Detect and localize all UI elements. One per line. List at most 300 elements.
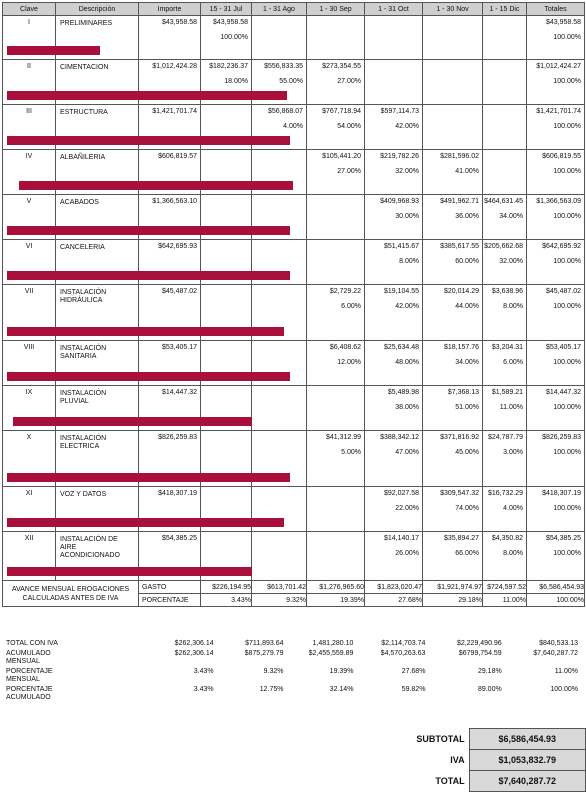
month-cell: [365, 195, 423, 240]
col-header-descripcion: Descripción: [56, 3, 139, 16]
descripcion-line: VOZ Y DATOS: [60, 491, 107, 498]
summary-value: 32.14%: [329, 686, 354, 693]
month-amount: [252, 431, 306, 447]
table-row: [3, 532, 585, 581]
summary-value: $7,640,287.72: [533, 650, 578, 657]
summary-value: 29.18%: [477, 668, 502, 675]
gantt-bar: [7, 271, 290, 280]
pct-cell: 19.39%: [307, 594, 365, 607]
clave-cell: [3, 341, 56, 386]
total-percent: 100.00%: [553, 34, 581, 41]
gasto-cell: $613,701.42: [252, 581, 307, 594]
month-cell: [423, 431, 483, 487]
month-cell: [483, 285, 527, 341]
gasto-cell: $1,276,965.60: [307, 581, 365, 594]
month-percent: [201, 503, 251, 515]
month-amount: $205,662.68: [484, 243, 523, 250]
importe-value: $43,958.58: [161, 19, 197, 26]
month-cell: [307, 240, 365, 285]
month-amount: $14,140.17: [383, 535, 419, 542]
month-amount: [201, 341, 251, 357]
total-amount: $14,447.32: [545, 389, 581, 396]
gantt-bar: [7, 372, 290, 381]
month-percent: [201, 211, 251, 223]
summary-value: $2,455,559.89: [308, 650, 354, 657]
summary-label-line: MENSUAL: [6, 676, 40, 683]
month-percent: [252, 256, 306, 268]
month-percent: 4.00%: [283, 123, 303, 130]
month-cell: [483, 105, 527, 150]
totals-label: IVA: [450, 755, 465, 765]
month-percent: 74.00%: [455, 505, 479, 512]
table-row: [3, 195, 585, 240]
month-amount: [201, 240, 251, 256]
table-row: [3, 105, 585, 150]
month-cell: [365, 386, 423, 431]
total-amount: $45,487.02: [545, 288, 581, 295]
importe-value: $54,385.25: [161, 535, 197, 542]
month-percent: 47.00%: [395, 449, 419, 456]
month-cell: [252, 386, 307, 431]
summary-value: $262,306.14: [174, 640, 214, 647]
pct-total: 100.00%: [527, 594, 585, 607]
summary-table: [6, 640, 578, 704]
summary-value: 11.00%: [554, 668, 578, 675]
gasto-cell: $1,823,020.47: [365, 581, 423, 594]
summary-value: $711,893.64: [245, 640, 284, 647]
month-amount: $5,489.98: [387, 389, 419, 396]
summary-row: [6, 668, 578, 686]
summary-value: 100.00%: [550, 686, 578, 693]
month-percent: [483, 76, 526, 88]
col-header-oct: 1 - 31 Oct: [365, 3, 423, 16]
summary-label-line: TOTAL CON IVA: [6, 640, 58, 647]
month-amount: $51,415.67: [383, 243, 419, 250]
month-percent: 100.00%: [220, 34, 248, 41]
summary-label: [6, 686, 112, 704]
summary-row: [6, 686, 578, 704]
descripcion-line: ELECTRICA: [60, 443, 100, 450]
month-amount: [307, 487, 364, 503]
col-header-nov: 1 - 30 Nov: [423, 3, 483, 16]
month-percent: 66.00%: [455, 550, 479, 557]
month-percent: 11.00%: [499, 404, 523, 411]
month-amount: [201, 150, 251, 166]
table-row: [3, 386, 585, 431]
summary-value: $875,279.79: [244, 650, 284, 657]
total-percent: 100.00%: [553, 404, 581, 411]
month-percent: [201, 121, 251, 133]
month-amount: $409,968.93: [380, 198, 419, 205]
month-cell: [423, 105, 483, 150]
month-cell: [483, 431, 527, 487]
descripcion-line: INSTALACIÓN: [60, 435, 107, 442]
month-cell: [365, 487, 423, 532]
month-percent: [252, 402, 306, 414]
month-amount: [201, 285, 251, 301]
importe-cell: [139, 16, 201, 60]
month-amount: [307, 240, 364, 256]
month-percent: 44.00%: [455, 303, 479, 310]
totales-cell: [527, 105, 585, 150]
month-cell: [307, 532, 365, 581]
month-amount: [307, 532, 364, 548]
total-amount: $54,385.25: [545, 535, 581, 542]
month-percent: [307, 402, 364, 414]
month-amount: [307, 16, 364, 32]
month-amount: $3,638.96: [491, 288, 523, 295]
importe-value: $45,487.02: [161, 288, 197, 295]
month-percent: 22.00%: [395, 505, 419, 512]
summary-label-line: PORCENTAJE: [6, 668, 53, 675]
month-cell: [423, 341, 483, 386]
summary-value: $2,114,703.74: [381, 640, 426, 647]
col-header-sep: 1 - 30 Sep: [307, 3, 365, 16]
month-percent: [201, 256, 251, 268]
month-percent: [423, 76, 482, 88]
month-cell: [365, 105, 423, 150]
month-percent: 27.00%: [337, 78, 361, 85]
gantt-bar: [7, 226, 290, 235]
month-amount: $767,718.94: [322, 108, 361, 115]
col-header-importe: Importe: [139, 3, 201, 16]
month-percent: 6.00%: [341, 303, 361, 310]
month-amount: $371,816.92: [440, 434, 479, 441]
month-percent: 41.00%: [455, 168, 479, 175]
month-percent: [252, 301, 306, 313]
month-percent: 8.00%: [399, 258, 419, 265]
month-amount: $19,104.55: [383, 288, 419, 295]
total-percent: 100.00%: [553, 213, 581, 220]
month-percent: [307, 32, 364, 44]
gantt-bar: [7, 91, 287, 100]
month-cell: [365, 431, 423, 487]
summary-label-line: ACUMULADO: [6, 694, 51, 701]
month-amount: [307, 195, 364, 211]
descripcion-line: SANITARIA: [60, 353, 97, 360]
gasto-cell: $724,597.52: [483, 581, 527, 594]
schedule-table: [2, 2, 585, 607]
summary-value: 9.32%: [263, 668, 284, 675]
month-cell: [423, 386, 483, 431]
month-percent: [365, 76, 422, 88]
month-amount: $16,732.29: [487, 490, 523, 497]
totals-row: [377, 750, 586, 771]
month-amount: [483, 105, 526, 121]
month-percent: [423, 121, 482, 133]
month-cell: [423, 195, 483, 240]
month-percent: [307, 211, 364, 223]
summary-label-line: MENSUAL: [6, 658, 40, 665]
clave-text: XI: [25, 490, 33, 497]
header-row: [3, 3, 585, 16]
table-row: [3, 487, 585, 532]
month-amount: $24,787.79: [487, 434, 523, 441]
col-header-dic: 1 - 15 Dic: [483, 3, 527, 16]
month-amount: [201, 195, 251, 211]
month-percent: [307, 548, 364, 560]
month-percent: [252, 447, 306, 459]
gantt-bar: [7, 473, 290, 482]
clave-cell: [3, 487, 56, 532]
totales-cell: [527, 285, 585, 341]
month-cell: [483, 16, 527, 60]
clave-text: XII: [24, 535, 34, 542]
month-amount: $3,204.31: [491, 344, 523, 351]
month-cell: [365, 16, 423, 60]
month-amount: $388,342.12: [380, 434, 419, 441]
month-amount: [423, 105, 482, 121]
month-percent: 55.00%: [279, 78, 303, 85]
month-percent: 32.00%: [499, 258, 523, 265]
summary-value: $262,306.14: [174, 650, 214, 657]
month-amount: [423, 16, 482, 32]
totals-label: TOTAL: [435, 776, 465, 786]
month-amount: $556,833.35: [264, 63, 303, 70]
month-cell: [307, 195, 365, 240]
month-amount: $20,014.29: [443, 288, 479, 295]
month-amount: [252, 487, 306, 503]
clave-text: IX: [25, 389, 33, 396]
month-percent: 48.00%: [395, 359, 419, 366]
month-amount: [201, 105, 251, 121]
month-amount: [365, 16, 422, 32]
month-percent: 4.00%: [503, 505, 523, 512]
clave-text: V: [26, 198, 32, 205]
footer-label: AVANCE MENSUAL EROGACIONES CALCULADAS ANTES DE IVA: [3, 581, 139, 607]
pct-cell: 11.00%: [483, 594, 527, 607]
gantt-bar: [19, 181, 293, 190]
total-percent: 100.00%: [553, 258, 581, 265]
month-cell: [423, 240, 483, 285]
month-amount: [252, 240, 306, 256]
clave-cell: [3, 386, 56, 431]
month-cell: [483, 532, 527, 581]
month-amount: $92,027.58: [383, 490, 419, 497]
month-percent: [201, 447, 251, 459]
month-amount: [252, 386, 306, 402]
totales-cell: [527, 240, 585, 285]
totals-label: SUBTOTAL: [416, 734, 465, 744]
table-row: [3, 285, 585, 341]
month-cell: [483, 386, 527, 431]
totals-row: [377, 771, 586, 792]
month-percent: 34.00%: [499, 213, 523, 220]
importe-value: $1,012,424.28: [152, 63, 197, 70]
month-percent: [307, 256, 364, 268]
total-percent: 100.00%: [553, 550, 581, 557]
gantt-bar: [7, 567, 252, 576]
clave-cell: [3, 285, 56, 341]
total-percent: 100.00%: [553, 78, 581, 85]
month-percent: 42.00%: [395, 303, 419, 310]
month-percent: [365, 32, 422, 44]
month-cell: [423, 150, 483, 195]
month-cell: [423, 487, 483, 532]
month-percent: [201, 301, 251, 313]
descripcion-line: HIDRÁULICA: [60, 297, 103, 304]
month-amount: [252, 532, 306, 548]
gantt-bar: [7, 136, 290, 145]
month-cell: [483, 240, 527, 285]
table-row: [3, 431, 585, 487]
clave-cell: [3, 532, 56, 581]
month-amount: $491,962.71: [440, 198, 479, 205]
clave-text: II: [27, 63, 31, 70]
clave-cell: [3, 240, 56, 285]
total-percent: 100.00%: [553, 359, 581, 366]
summary-value: $6799,754.59: [458, 650, 502, 657]
month-amount: [252, 195, 306, 211]
month-cell: [365, 532, 423, 581]
month-amount: [483, 150, 526, 166]
importe-value: $418,307.19: [158, 490, 197, 497]
month-percent: [201, 548, 251, 560]
summary-label: [6, 640, 112, 650]
month-cell: [307, 105, 365, 150]
month-cell: [307, 386, 365, 431]
month-cell: [252, 16, 307, 60]
clave-cell: [3, 431, 56, 487]
totals-value: $6,586,454.93: [469, 729, 585, 750]
summary-value: $2,229,490.96: [456, 640, 502, 647]
month-percent: [252, 211, 306, 223]
importe-value: $14,447.32: [161, 389, 197, 396]
month-amount: $105,441.20: [322, 153, 361, 160]
importe-value: $1,421,701.74: [152, 108, 197, 115]
summary-label: [6, 650, 112, 668]
month-amount: $25,634.48: [383, 344, 419, 351]
month-percent: 8.00%: [503, 550, 523, 557]
gantt-bar: [7, 518, 284, 527]
month-amount: [201, 532, 251, 548]
month-amount: [252, 341, 306, 357]
month-percent: 60.00%: [455, 258, 479, 265]
gantt-bar: [7, 327, 284, 336]
month-percent: 18.00%: [224, 78, 248, 85]
clave-text: I: [28, 19, 30, 26]
totals-table: [377, 728, 586, 792]
month-cell: [307, 431, 365, 487]
month-cell: [365, 341, 423, 386]
month-percent: 42.00%: [395, 123, 419, 130]
month-amount: $281,596.02: [440, 153, 479, 160]
month-cell: [307, 16, 365, 60]
summary-value: 3.43%: [193, 668, 214, 675]
clave-text: IV: [25, 153, 33, 160]
month-percent: [252, 32, 306, 44]
month-percent: 5.00%: [341, 449, 361, 456]
month-amount: [252, 16, 306, 32]
descripcion-line: CANCELERIA: [60, 244, 105, 251]
gantt-bar: [7, 46, 100, 55]
clave-cell: [3, 150, 56, 195]
summary-value: 89.00%: [477, 686, 502, 693]
importe-value: $53,405.17: [161, 344, 197, 351]
month-cell: [423, 532, 483, 581]
month-amount: $35,894.27: [443, 535, 479, 542]
col-header-jul: 15 - 31 Jul: [201, 3, 252, 16]
month-percent: 32.00%: [395, 168, 419, 175]
month-cell: [307, 150, 365, 195]
month-cell: [307, 60, 365, 105]
month-amount: $41,312.99: [325, 434, 361, 441]
summary-value: 27.68%: [401, 668, 426, 675]
total-percent: 100.00%: [553, 123, 581, 130]
total-percent: 100.00%: [553, 505, 581, 512]
descripcion-line: INSTALACIÓN: [60, 289, 107, 296]
month-percent: 26.00%: [395, 550, 419, 557]
month-amount: [252, 150, 306, 166]
month-percent: 12.00%: [337, 359, 361, 366]
month-percent: [483, 121, 526, 133]
month-cell: [365, 60, 423, 105]
total-percent: 100.00%: [553, 168, 581, 175]
total-amount: $606,819.55: [542, 153, 581, 160]
descripcion-line: ACABADOS: [60, 199, 99, 206]
month-amount: [483, 60, 526, 76]
importe-value: $1,366,563.10: [152, 198, 197, 205]
pct-cell: 9.32%: [252, 594, 307, 607]
totales-cell: [527, 532, 585, 581]
totals-row: [377, 729, 586, 750]
month-cell: [307, 285, 365, 341]
total-percent: 100.00%: [553, 303, 581, 310]
month-amount: $18,157.76: [443, 344, 479, 351]
gasto-label: GASTO: [139, 581, 201, 594]
totals-value: $7,640,287.72: [469, 771, 585, 792]
clave-text: VII: [24, 288, 34, 295]
month-percent: 8.00%: [503, 303, 523, 310]
table-row: [3, 16, 585, 60]
summary-value: 12.75%: [259, 686, 284, 693]
importe-value: $606,819.57: [158, 153, 197, 160]
month-amount: $309,547.32: [440, 490, 479, 497]
total-amount: $418,307.19: [542, 490, 581, 497]
summary-value: 19.39%: [329, 668, 354, 675]
month-amount: $219,782.26: [380, 153, 419, 160]
month-cell: [307, 341, 365, 386]
col-header-totales: Totales: [527, 3, 585, 16]
totals-value: $1,053,832.79: [469, 750, 585, 771]
month-cell: [483, 150, 527, 195]
month-cell: [483, 195, 527, 240]
month-percent: [201, 357, 251, 369]
month-cell: [423, 60, 483, 105]
month-cell: [307, 487, 365, 532]
summary-value: 1,481,280.10: [312, 640, 354, 647]
total-amount: $43,958.58: [545, 19, 581, 26]
clave-cell: [3, 105, 56, 150]
total-amount: $1,012,424.27: [536, 63, 581, 70]
month-percent: 34.00%: [455, 359, 479, 366]
month-amount: [483, 16, 526, 32]
month-amount: $464,631.45: [484, 198, 523, 205]
descripcion-line: INSTALACIÓN DE: [60, 536, 118, 543]
month-amount: $385,617.55: [440, 243, 479, 250]
month-percent: [483, 32, 526, 44]
summary-value: 59.82%: [401, 686, 426, 693]
totales-cell: [527, 487, 585, 532]
month-amount: [423, 60, 482, 76]
summary-row: [6, 650, 578, 668]
importe-value: $826,259.83: [158, 434, 197, 441]
summary-label-line: PORCENTAJE: [6, 686, 53, 693]
descripcion-line: INSTALACIÓN: [60, 390, 107, 397]
total-amount: $826,259.83: [542, 434, 581, 441]
descripcion-line: CIMENTACION: [60, 64, 109, 71]
month-cell: [201, 16, 252, 60]
